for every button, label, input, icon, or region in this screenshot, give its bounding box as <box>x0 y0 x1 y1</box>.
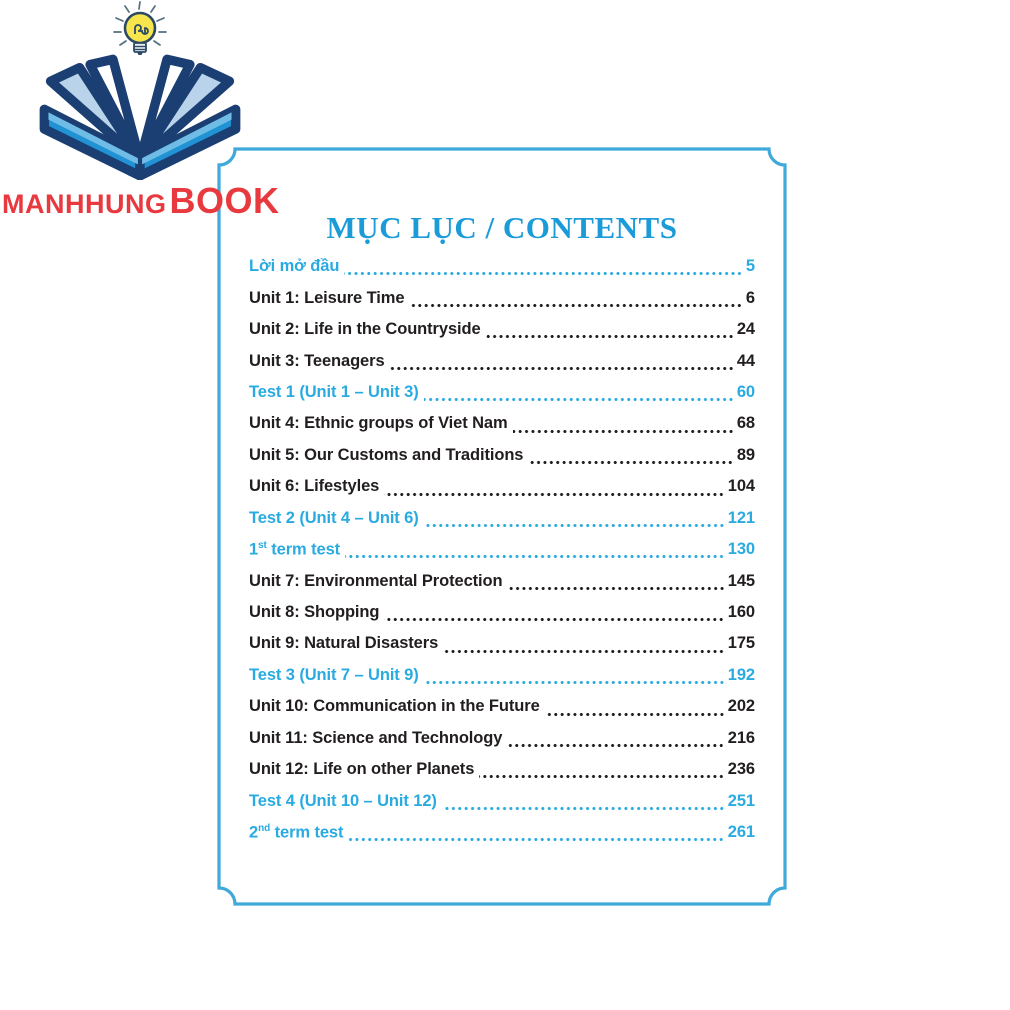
dot-leader <box>424 392 734 402</box>
toc-entry-page-number: 121 <box>727 508 755 527</box>
toc-entry-page-number: 130 <box>727 540 755 559</box>
toc-entry-label: 1st term test <box>249 539 341 559</box>
dot-leader <box>390 361 734 371</box>
toc-entry-page-number: 175 <box>727 634 755 653</box>
toc-entry <box>249 503 755 534</box>
dot-leader <box>508 581 725 591</box>
dot-leader <box>344 266 743 276</box>
toc-entry <box>249 691 755 722</box>
toc-entry-label: Lời mở đầu <box>249 257 340 276</box>
dot-leader <box>443 644 725 654</box>
toc-entry-page-number: 68 <box>736 414 755 433</box>
toc-entry <box>249 660 755 691</box>
manhhungbook-logo <box>0 0 300 222</box>
toc-entry-label: Unit 12: Life on other Planets <box>249 760 475 779</box>
toc-entry-page-number: 261 <box>727 823 755 842</box>
contents-page <box>216 146 788 907</box>
toc-entry-page-number: 160 <box>727 603 755 622</box>
toc-entry-label: Unit 8: Shopping <box>249 603 380 622</box>
brand-second-text: BOOK <box>169 180 280 221</box>
dot-leader <box>424 518 725 528</box>
toc-entry-page-number: 145 <box>727 571 755 590</box>
dot-leader <box>345 549 725 559</box>
dot-leader <box>513 424 734 434</box>
toc-entry-label: Test 2 (Unit 4 – Unit 6) <box>249 508 419 527</box>
toc-entry-label: Unit 5: Our Customs and Traditions <box>249 445 524 464</box>
toc-entry <box>249 440 755 471</box>
toc-entry-page-number: 6 <box>745 288 755 307</box>
dot-leader <box>384 487 725 497</box>
toc-entry <box>249 251 755 282</box>
toc-entry-label: Test 1 (Unit 1 – Unit 3) <box>249 382 419 401</box>
toc-entry-page-number: 216 <box>727 728 755 747</box>
toc-entry-page-number: 44 <box>736 351 755 370</box>
dot-leader <box>442 801 725 811</box>
brand-first-text: MANHHUNG <box>2 189 167 219</box>
toc-entry <box>249 785 755 816</box>
toc-entry-page-number: 104 <box>727 477 755 496</box>
dot-leader <box>507 738 724 748</box>
toc-entry-label: Unit 1: Leisure Time <box>249 288 405 307</box>
toc-entry <box>249 817 755 848</box>
toc-entry-label: Unit 4: Ethnic groups of Viet Nam <box>249 414 508 433</box>
toc-entry-page-number: 89 <box>736 445 755 464</box>
toc-entry-page-number: 251 <box>727 791 755 810</box>
toc-entry-page-number: 236 <box>727 760 755 779</box>
toc-entry-page-number: 5 <box>745 257 755 276</box>
toc-entry <box>249 723 755 754</box>
dot-leader <box>486 329 734 339</box>
toc-entry <box>249 754 755 785</box>
toc-entry <box>249 408 755 439</box>
toc-entry-page-number: 202 <box>727 697 755 716</box>
dot-leader <box>528 455 733 465</box>
toc-entry-label: Unit 3: Teenagers <box>249 351 385 370</box>
toc-entry <box>249 628 755 659</box>
toc-entry-label: Unit 7: Environmental Protection <box>249 571 503 590</box>
dot-leader <box>424 675 725 685</box>
open-book-icon <box>36 50 244 180</box>
toc-entry-page-number: 24 <box>736 320 755 339</box>
dot-leader <box>348 832 724 842</box>
page-title: MỤC LỤC / CONTENTS <box>326 210 678 245</box>
toc-entry <box>249 345 755 376</box>
toc-entry-label: Unit 11: Science and Technology <box>249 728 503 747</box>
brand-wordmark <box>2 180 300 222</box>
toc-entry-label: 2nd term test <box>249 822 344 842</box>
toc-entry-label: Unit 2: Life in the Countryside <box>249 320 481 339</box>
toc-entry <box>249 471 755 502</box>
toc-entry <box>249 534 755 565</box>
toc-entry-label: Unit 9: Natural Disasters <box>249 634 439 653</box>
dot-leader <box>384 612 724 622</box>
toc-entry <box>249 597 755 628</box>
toc-entry-label: Test 4 (Unit 10 – Unit 12) <box>249 791 437 810</box>
table-of-contents <box>249 251 755 848</box>
toc-entry-label: Unit 6: Lifestyles <box>249 477 380 496</box>
toc-entry <box>249 314 755 345</box>
toc-entry <box>249 565 755 596</box>
toc-entry-label: Test 3 (Unit 7 – Unit 9) <box>249 665 419 684</box>
dot-leader <box>545 707 725 717</box>
toc-entry-page-number: 60 <box>736 382 755 401</box>
toc-entry-page-number: 192 <box>727 665 755 684</box>
toc-entry <box>249 282 755 313</box>
dot-leader <box>409 298 743 308</box>
toc-entry-label: Unit 10: Communication in the Future <box>249 697 540 716</box>
dot-leader <box>479 769 724 779</box>
toc-entry <box>249 377 755 408</box>
